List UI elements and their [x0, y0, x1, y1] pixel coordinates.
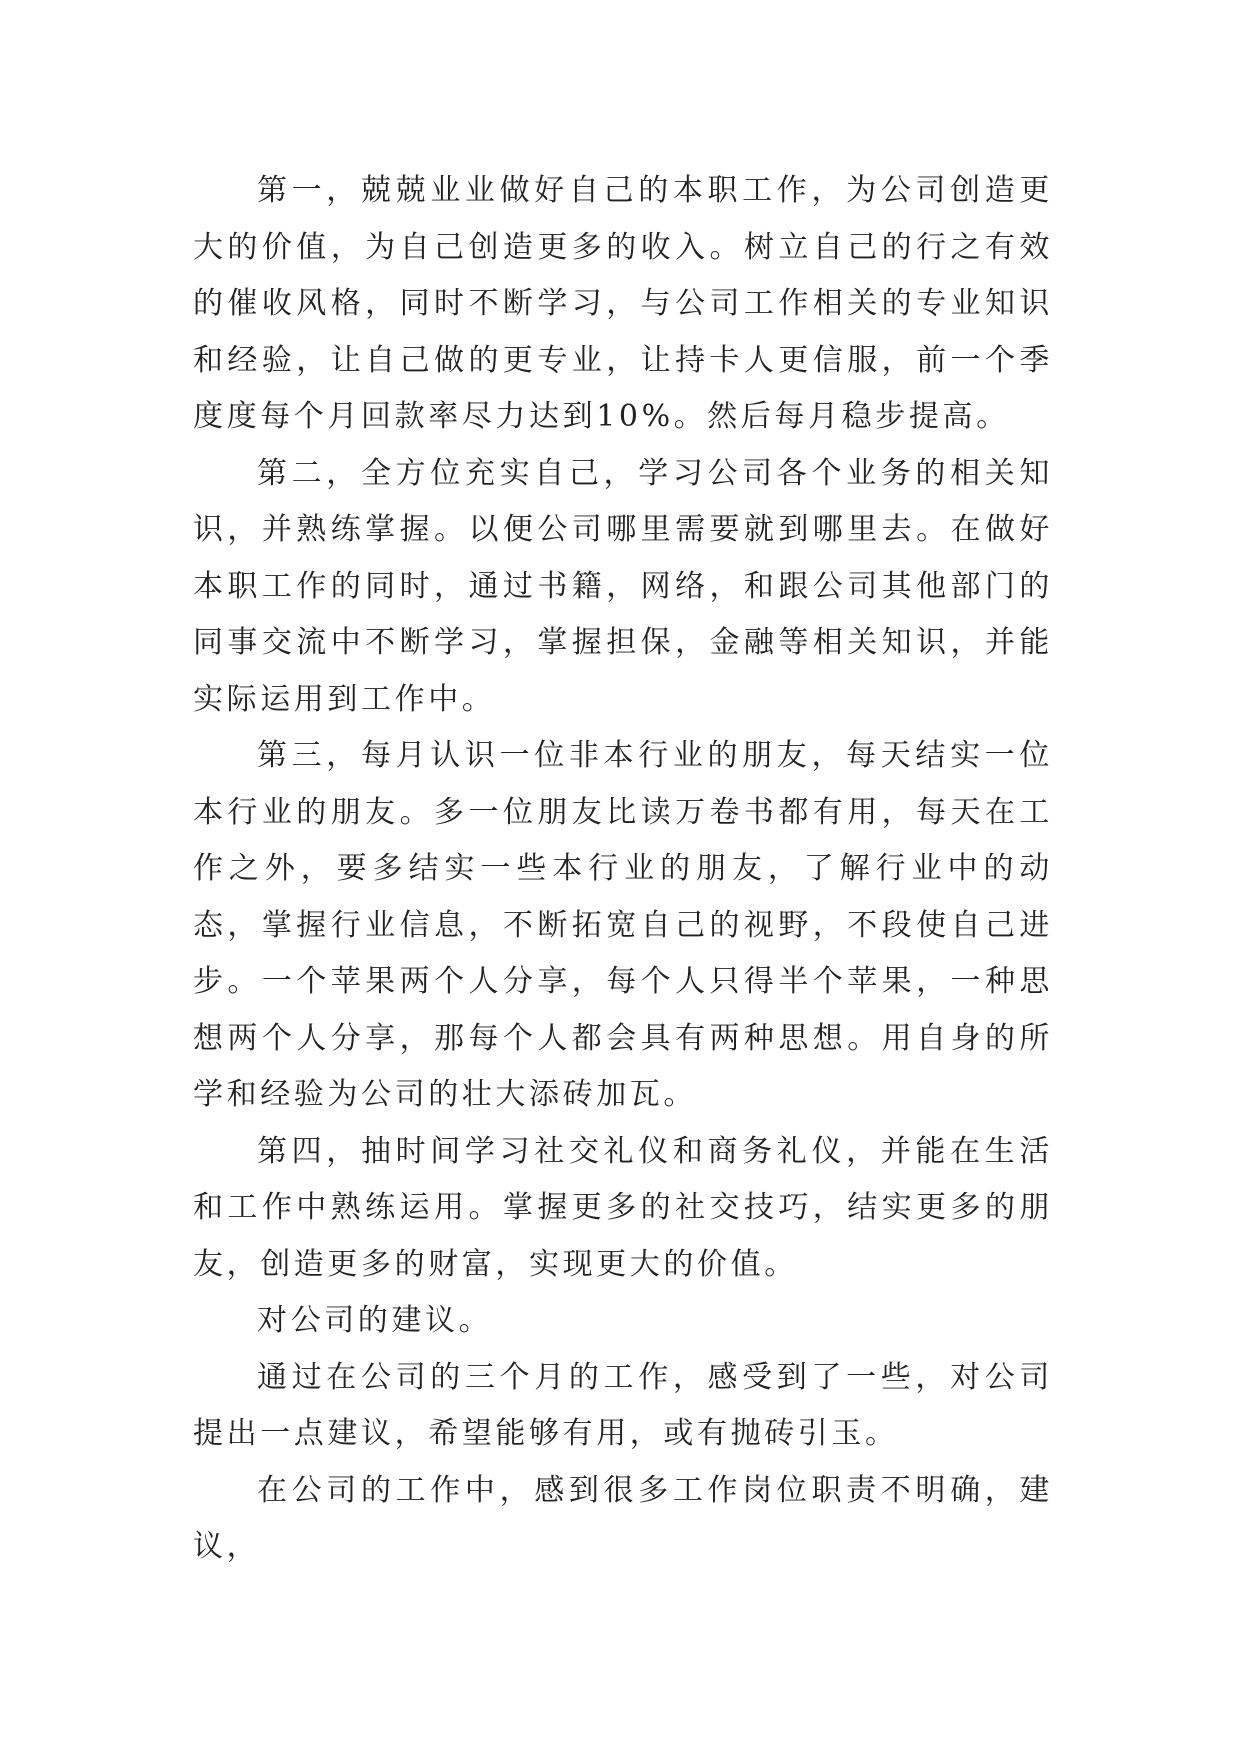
paragraph-2: 第二，全方位充实自己，学习公司各个业务的相关知识，并熟练掌握。以便公司哪里需要就到哪里去。在做好本职工作的同时，通过书籍，网络，和跟公司其他部门的同事交流中不断学习，掌握担保，金融等相关知识，并能实际运用到工作中。 [193, 455, 1053, 717]
document-page [193, 163, 1053, 1576]
paragraph-6: 通过在公司的三个月的工作，感受到了一些，对公司提出一点建议，希望能够有用，或有抛砖引玉。 [193, 1359, 1053, 1451]
paragraph-5: 对公司的建议。 [257, 1303, 493, 1338]
paragraph-3: 第三，每月认识一位非本行业的朋友，每天结实一位本行业的朋友。多一位朋友比读万卷书都有用，每天在工作之外，要多结实一些本行业的朋友，了解行业中的动态，掌握行业信息，不断拓宽自己的视野，不段使自己进步。一个苹果两个人分享，每个人只得半个苹果，一种思想两个人分享，那每个人都会具有两种思想。用自身的所学和经验为公司的壮大添砖加瓦。 [193, 738, 1053, 1112]
paragraph-1: 第一，兢兢业业做好自己的本职工作，为公司创造更大的价值，为自己创造更多的收入。树立自己的行之有效的催收风格，同时不断学习，与公司工作相关的专业知识和经验，让自己做的更专业，让持卡人更信服，前一个季度度每个月回款率尽力达到10%。然后每月稳步提高。 [193, 173, 1053, 434]
paragraph-4: 第四，抽时间学习社交礼仪和商务礼仪，并能在生活和工作中熟练运用。掌握更多的社交技巧，结实更多的朋友，创造更多的财富，实现更大的价值。 [193, 1133, 1053, 1282]
paragraph-7: 在公司的工作中，感到很多工作岗位职责不明确，建议， [193, 1472, 1053, 1564]
